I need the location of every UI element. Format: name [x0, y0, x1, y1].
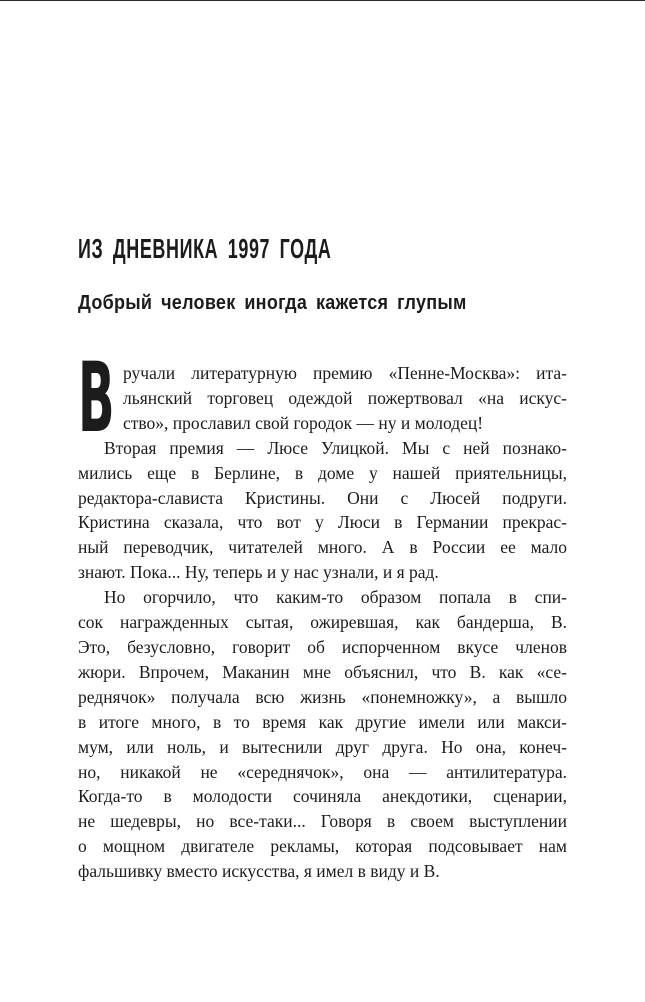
text-line: Когда-то в молодости сочиняла анекдотики, сценарии,: [78, 786, 567, 807]
section-subheading-text: Добрый человек иногда кажется глупым: [78, 292, 467, 314]
text-line: сок награжденных сытая, ожиревшая, как бандерша, В.: [78, 612, 567, 633]
text-line: реднячок» получала всю жизнь «понемножку», а вышло: [78, 686, 567, 707]
text-line: мум, или ноль, и вытеснили друг друга. Но она, конеч-: [78, 736, 567, 757]
text-line: Это, безусловно, говорит об испорченном вкусе членов: [78, 636, 567, 657]
text-line: фальшивку вместо искусства, я имел в виду и В.: [78, 861, 440, 882]
text-line: не шедевры, но все-таки... Говоря в своем выступлении: [78, 811, 567, 832]
text-line: в итоге много, в то время как другие имели или макси-: [78, 711, 567, 732]
body-text: [78, 342, 567, 884]
text-line: ство», прославил свой городок — ну и молодец!: [123, 412, 484, 433]
text-block: [78, 229, 567, 884]
text-line: Вторая премия — Люсе Улицкой. Мы с ней познако-: [104, 437, 567, 458]
section-subheading: [78, 289, 567, 313]
text-line: жюри. Впрочем, Маканин мне объяснил, что В. как «се-: [78, 661, 567, 682]
text-line: редактора-слависта Кристины. Они с Люсей подруги.: [78, 487, 567, 508]
text-line: о мощном двигателе рекламы, которая подсовывает нам: [78, 836, 567, 857]
text-line: но, никакой не «середнячок», она — антилитература.: [78, 761, 567, 782]
drop-cap: [78, 342, 115, 454]
paragraph: [78, 585, 567, 884]
text-line: мились еще в Берлине, в доме у нашей приятельницы,: [78, 462, 567, 483]
text-line: Но огорчило, что каким-то образом попала в спи-: [104, 587, 567, 608]
text-line: Кристина сказала, что вот у Люси в Германии прекрас-: [78, 512, 567, 533]
paragraph: [78, 436, 567, 585]
chapter-heading: [78, 229, 567, 264]
chapter-heading-text: ИЗ ДНЕВНИКА 1997 ГОДА: [78, 233, 332, 264]
text-line: ный переводчик, читателей много. А в России ее мало: [78, 537, 567, 558]
text-line: льянский торговец одеждой пожертвовал «на искус-: [123, 387, 567, 408]
text-line: знают. Пока... Ну, теперь и у нас узнали, и я рад.: [78, 562, 439, 583]
drop-cap-glyph: В: [78, 342, 115, 454]
text-line: ручали литературную премию «Пенне-Москва»: ита-: [123, 363, 567, 383]
